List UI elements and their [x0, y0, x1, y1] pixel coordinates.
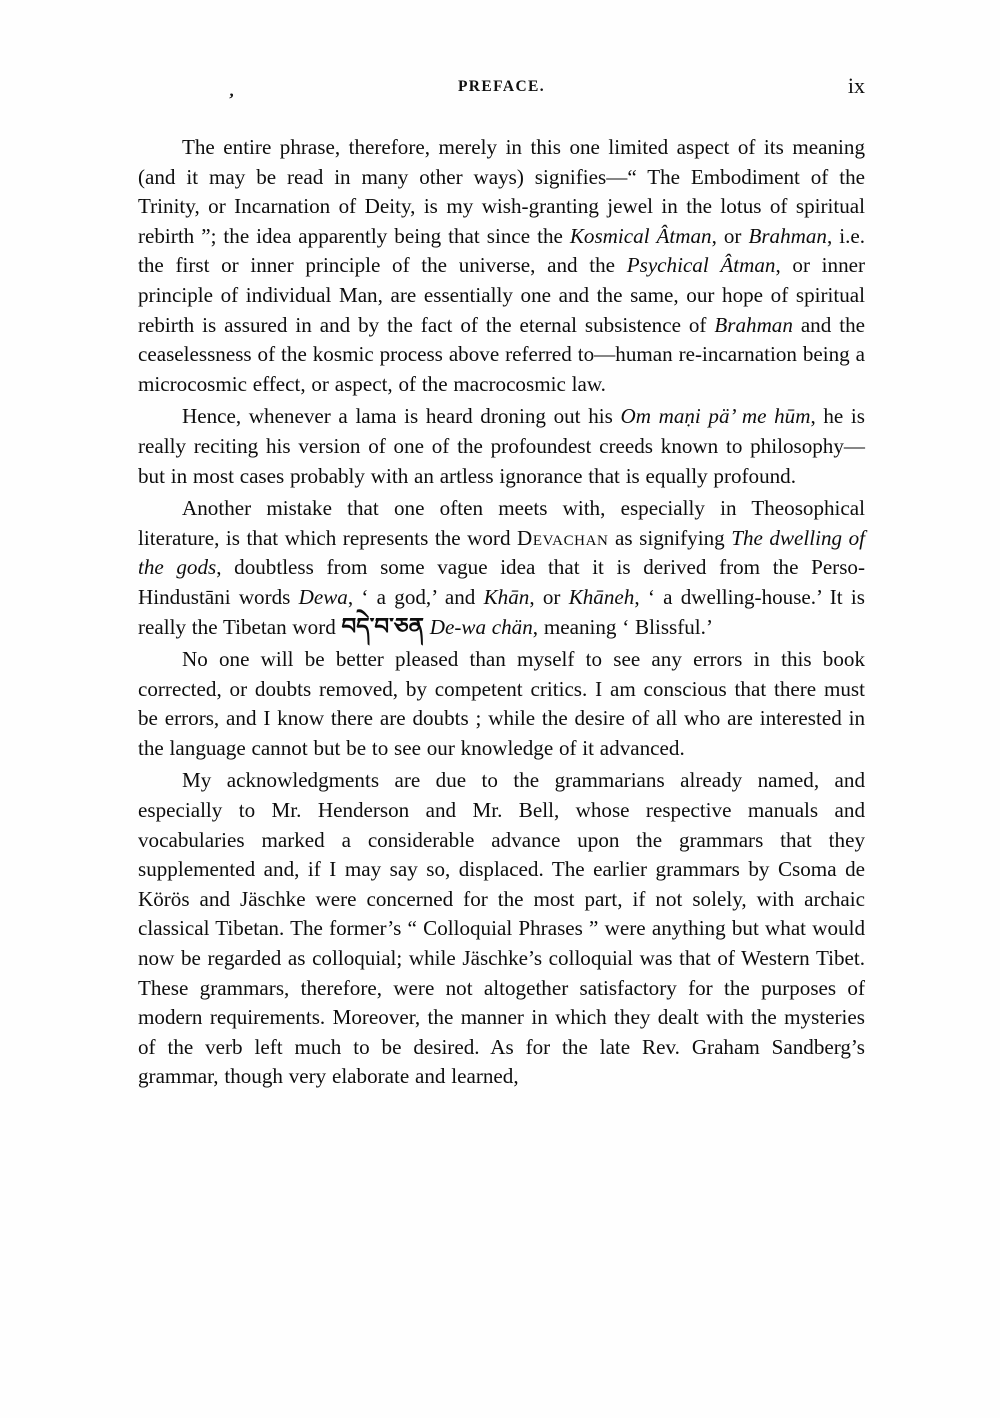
small-caps-run: Devachan	[517, 525, 609, 550]
stray-ink-mark: ,	[229, 80, 236, 101]
body-text-block	[138, 133, 865, 1092]
paragraph	[138, 766, 865, 1092]
text-run: The entire phrase, therefore, merely in this one limited aspect of its meaning (and it may be read in many other ways) signifies—“ The Embodiment of the Trinity, or Incarnation of Deity, is my wish-granting jewel in the lotus of spiritual rebirth ”; the idea apparently being that since the	[138, 135, 865, 248]
tibetan-script-run: བདེ་བ་ཅན	[341, 613, 424, 640]
text-run: , ‘ a god,’ and	[347, 584, 484, 609]
paragraph	[138, 494, 865, 642]
text-run: Another mistake that one often meets with, especially in Theosophical literature, is that which represents the word	[138, 496, 865, 550]
paragraph	[138, 402, 865, 491]
text-run: Hence, whenever a lama is heard droning out his	[182, 404, 621, 429]
text-run: , or	[529, 584, 569, 609]
text-run: , i.e. the first or inner principle of the universe, and the	[138, 223, 865, 278]
italic-run: Brahman	[748, 223, 827, 248]
text-run: , ‘ a dwelling-house.’ It is really the Tibetan word	[138, 584, 865, 639]
italic-run: Khāneh	[568, 584, 635, 609]
text-run: , or inner principle of individual Man, are essentially one and the same, our hope of spiritual rebirth is assured in and by the fact of the eternal subsistence of	[138, 253, 866, 337]
page-folio-number: ix	[847, 73, 865, 98]
italic-run: De-wa chän	[429, 614, 533, 639]
text-run: No one will be better pleased than myself to see any errors in this book corrected, or doubts removed, by competent critics. I am conscious that there must be errors, and I know there are doubts ; while the desire of all who are interested in the language cannot but be to see our knowledge of it advanced.	[138, 647, 865, 760]
italic-run: Dewa	[298, 584, 348, 609]
italic-run: Brahman	[714, 312, 793, 337]
italic-run: Om maṇi pä’ me hūm	[620, 404, 811, 429]
text-run: My acknowledgments are due to the grammarians already named, and especially to Mr. Henderson and Mr. Bell, whose respective manuals and vocabularies marked a considerable advance upon the grammars that they supplemented and, if I may say so, displaced. The earlier grammars by Csoma de Körös and Jäschke were concerned for the most part, if not solely, with archaic classical Tibetan. The former’s “ Colloquial Phrases ” were anything but what would now be regarded as colloquial; while Jäschke’s colloquial was that of Western Tibet. These grammars, therefore, were not altogether satisfactory for the purposes of modern requirements. Moreover, the manner in which they dealt with the mysteries of the verb left much to be desired. As for the late Rev. Graham Sandberg’s grammar, though very elaborate and learned,	[138, 768, 865, 1089]
text-run: and the ceaselessness of the kosmic process above referred to—human re-incarnation being a microcosmic effect, or aspect, of the macrocosmic law.	[138, 312, 865, 396]
text-run: , meaning ‘ Blissful.’	[532, 614, 713, 639]
paragraph	[138, 133, 865, 399]
italic-run: The dwelling of the gods	[138, 525, 865, 580]
paragraph	[138, 645, 865, 763]
text-run: as signifying	[608, 525, 732, 550]
italic-run: Kosmical Âtman	[569, 223, 712, 248]
running-title: PREFACE.	[457, 78, 546, 95]
italic-run: Psychical Âtman	[626, 253, 776, 278]
italic-run: Khān	[483, 584, 530, 609]
text-run: , or	[711, 223, 749, 248]
running-head	[138, 73, 865, 106]
text-run: , he is really reciting his version of one of the profoundest creeds known to philosophy—but in most cases probably with an artless ignorance that is equally profound.	[138, 404, 865, 488]
text-run: , doubtless from some vague idea that it is derived from the Perso-Hindustāni words	[138, 555, 865, 609]
